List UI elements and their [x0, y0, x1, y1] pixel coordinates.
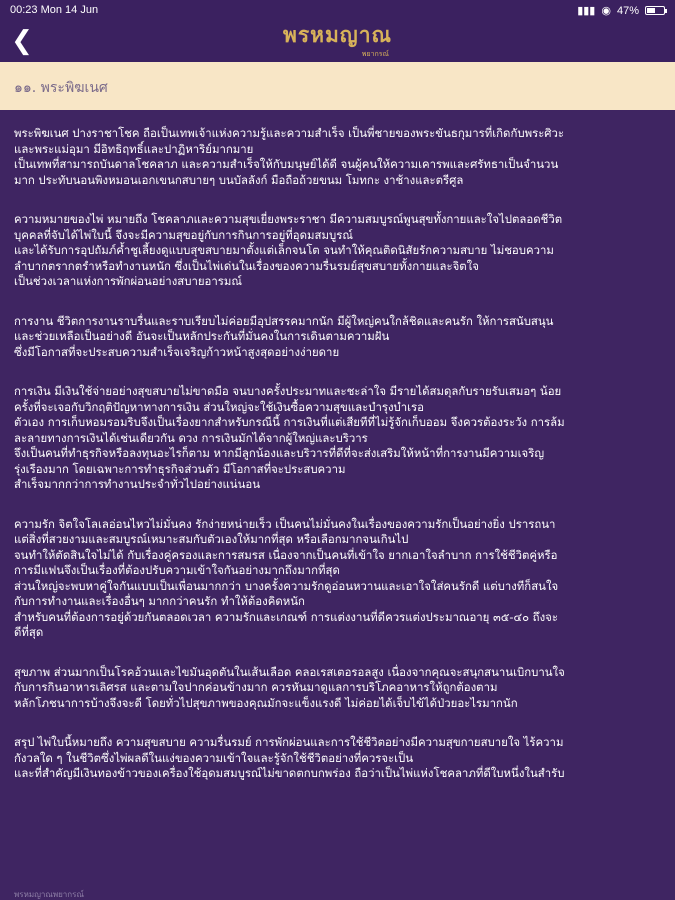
wifi-icon: ◉ [601, 5, 611, 17]
paragraph-line: รุ่งเรืองมาก โดยเฉพาะการทำธุรกิจส่วนตัว มีโอกาสที่จะประสบความ [14, 461, 346, 476]
paragraph-line: กับการกินอาหารเลิศรส และตามใจปากค่อนข้างมาก ควรหันมาดูแลการบริโภคอาหารให้ถูกต้องตาม [14, 680, 498, 694]
app-logo [280, 22, 395, 60]
article-paragraph [14, 735, 660, 782]
article-paragraph [14, 517, 660, 641]
paragraph-line: ละลายทางการเงินได้เช่นเดียวกัน ดวง การเงินมักได้จากผู้ใหญ่และบริวาร [14, 430, 368, 445]
paragraph-line: หลักโภชนาการบ้างจึงจะดี โดยทั่วไปสุขภาพของคุณมักจะแข็งแรงดี ไม่ค่อยได้เจ็บไข้ได้ป่วยอะไรมากนัก [14, 695, 518, 710]
paragraph-line: พระพิฆเนศ ปางราชาโชค ถือเป็นเทพเจ้าแห่งความรู้และความสำเร็จ เป็นพี่ชายของพระขันธกุมารที่เกิดกับพระศิวะ [14, 126, 565, 140]
status-bar [0, 0, 675, 20]
page-title: ๑๑. พระพิฆเนศ [14, 80, 108, 96]
paragraph-line: กังวลใด ๆ ในชีวิตซึ่งไพ่ผลดีในแง่ของความเข้าใจและรู้จักใช้ชีวิตอย่างที่ควรจะเป็น [14, 750, 414, 765]
paragraph-line: ซึ่งมีโอกาสที่จะประสบความสำเร็จเจริญก้าวหน้าสูงสุดอย่างง่ายดาย [14, 344, 340, 359]
title-bar [0, 62, 675, 110]
paragraph-line: บุคคลที่จับได้ไพ่ใบนี้ จึงจะมีความสุขอยู่กับการกินการอยู่ที่อุดมสมบูรณ์ [14, 227, 353, 242]
article-content [14, 126, 660, 806]
signal-icon: ▮▮▮ [577, 5, 596, 17]
paragraph-line: การมีแฟนจึงเป็นเรื่องที่ต้องปรับความเข้าใจกันอย่างมากถึงมากที่สุด [14, 563, 340, 577]
paragraph-line: การเงิน มีเงินใช้จ่ายอย่างสุขสบายไม่ขาดมือ จนบางครั้งประมาทและชะล่าใจ มีรายได้สมดุลกับรายรับเสมอๆ น้อย [14, 384, 562, 398]
article-paragraph [14, 314, 660, 361]
battery-percent: 47% [616, 4, 639, 17]
paragraph-line: ดีที่สุด [14, 625, 44, 639]
paragraph-line: สำหรับคนที่ต้องการอยู่ด้วยกันตลอดเวลา ความรักและเกณฑ์ การแต่งงานที่ดีควรแต่งประมาณอายุ ๓๕-๔๐ ถึงจะ [14, 609, 558, 624]
paragraph-line: สรุป ไพ่ใบนี้หมายถึง ความสุขสบาย ความรื่นรมย์ การพักผ่อนและการใช้ชีวิตอย่างมีความสุขกายสบายใจ ไร้ความ [14, 735, 564, 749]
paragraph-line: และได้รับการอุปถัมภ์ค้ำชูเลี้ยงดูแบบสุขสบายมาตั้งแต่เล็กจนโต จนทำให้คุณติดนิสัยรักความสบาย ไม่ชอบความ [14, 243, 554, 257]
paragraph-line: มาก ประทับนอนพิงหมอนเอกเขนกสบายๆ บนบัลลังก์ มือถือถ้วยขนม โมทกะ งาช้างและตรีศูล [14, 172, 464, 187]
article-paragraph [14, 126, 660, 188]
paragraph-line: กับการทำงานและเรื่องอื่นๆ มากกว่าคนรัก ทำให้ต้องคิดหนัก [14, 594, 305, 608]
article-paragraph [14, 384, 660, 493]
paragraph-line: ความหมายของไพ่ หมายถึง โชคลาภและความสุขเยี่ยงพระราชา มีความสมบูรณ์พูนสุขทั้งกายและใจไปตลอดชีวิต [14, 212, 563, 226]
logo-main-text: พรหมญาณ [283, 22, 392, 47]
paragraph-line: สุขภาพ ส่วนมากเป็นโรคอ้วนและไขมันอุดตันในเส้นเลือด คลอเรสเตอรอลสูง เนื่องจากคุณจะสนุกสนานเบิกบานใจ [14, 664, 565, 679]
battery-level [647, 8, 655, 13]
paragraph-line: ครั้งที่จะเจอกับวิกฤติปัญหาทางการเงิน ส่วนใหญ่จะใช้เงินซื้อความสุขและบำรุงบำเรอ [14, 399, 424, 414]
back-button[interactable] [8, 26, 36, 56]
paragraph-line: เป็นเทพที่สามารถบันดาลโชคลาภ และความสำเร็จให้กับมนุษย์ได้ดี จนผู้คนให้ความเคารพและศรัทธาเป็นจำนวน [14, 157, 559, 171]
paragraph-line: ส่วนใหญ่จะพบหาคู่ใจกันแบบเป็นเพื่อนมากกว่า บางครั้งความรักดูอ่อนหวานและเอาใจใส่คนรักดี แต่บางทีก็สนใจ [14, 578, 559, 593]
battery-icon [645, 6, 665, 15]
paragraph-line: ความรัก จิตใจโลเลอ่อนไหวไม่มั่นคง รักง่ายหน่ายเร็ว เป็นคนไม่มั่นคงในเรื่องของความรักเป็นอย่างยิ่ง ปรารถนา [14, 516, 556, 531]
footer-text: พรหมญาณพยากรณ์ [14, 890, 84, 899]
paragraph-line: และพระแม่อุมา มีอิทธิฤทธิ์และปาฏิหาริย์มากมาย [14, 141, 254, 156]
nav-bar [0, 20, 675, 62]
chevron-left-icon: ❮ [11, 26, 33, 56]
paragraph-line: สำเร็จมากกว่าการทำงานประจำทั่วไปอย่างแน่นอน [14, 477, 260, 491]
article-paragraph [14, 212, 660, 290]
status-time-date: 00:23 Mon 14 Jun [10, 4, 99, 16]
paragraph-line: จนทำให้ตัดสินใจไม่ได้ กับเรื่องคู่ครองและการสมรส เนื่องจากเป็นคนที่เข้าใจ ยากเอาใจลำบาก การใช้ชีวิตคู่หรือ [14, 547, 558, 562]
status-indicators [577, 4, 665, 17]
paragraph-line: เป็นช่วงเวลาแห่งการพักผ่อนอย่างสบายอารมณ์ [14, 274, 242, 288]
article-paragraph [14, 665, 660, 712]
logo-sub-text: พยากรณ์ [361, 50, 389, 58]
paragraph-line: จึงเป็นคนที่ทำธุรกิจหรือลงทุนอะไรก็ตาม หากมีลูกน้องและบริวารที่ดีที่จะส่งเสริมให้หน้าที่การงานมีความเจริญ [14, 446, 545, 460]
paragraph-line: การงาน ชีวิตการงานราบรื่นและราบเรียบไม่ค่อยมีอุปสรรคมากนัก มีผู้ใหญ่คนใกล้ชิดและคนรัก ให้การสนับสนุน [14, 313, 554, 328]
paragraph-line: แต่สิ่งที่สวยงามและสมบูรณ์เหมาะสมกับตัวเองให้มากที่สุด หรือเลือกมากจนเกินไป [14, 532, 409, 546]
paragraph-line: และที่สำคัญมีเงินทองข้าวของเครื่องใช้อุดมสมบูรณ์ไม่ขาดตกบกพร่อง ถือว่าเป็นไพ่แห่งโชคลาภที่ดีใบหนึ่งในสำรับ [14, 766, 565, 780]
paragraph-line: ลำบากตรากตรำหรือทำงานหนัก ซึ่งเป็นไพ่เด่นในเรื่องของความรื่นรมย์สุขสบายทั้งกายและจิตใจ [14, 258, 479, 273]
paragraph-line: ตัวเอง การเก็บหอมรอมริบจึงเป็นเรื่องยากสำหรับกรณีนี้ การเงินที่แต่เสียทีที่ไม่รู้จักเก็บออม จึงควรต้องระวัง การล้ม [14, 415, 565, 429]
paragraph-line: และช่วยเหลือเป็นอย่างดี อันจะเป็นหลักประกันที่มั่นคงในการเดินตามความฝัน [14, 329, 390, 343]
